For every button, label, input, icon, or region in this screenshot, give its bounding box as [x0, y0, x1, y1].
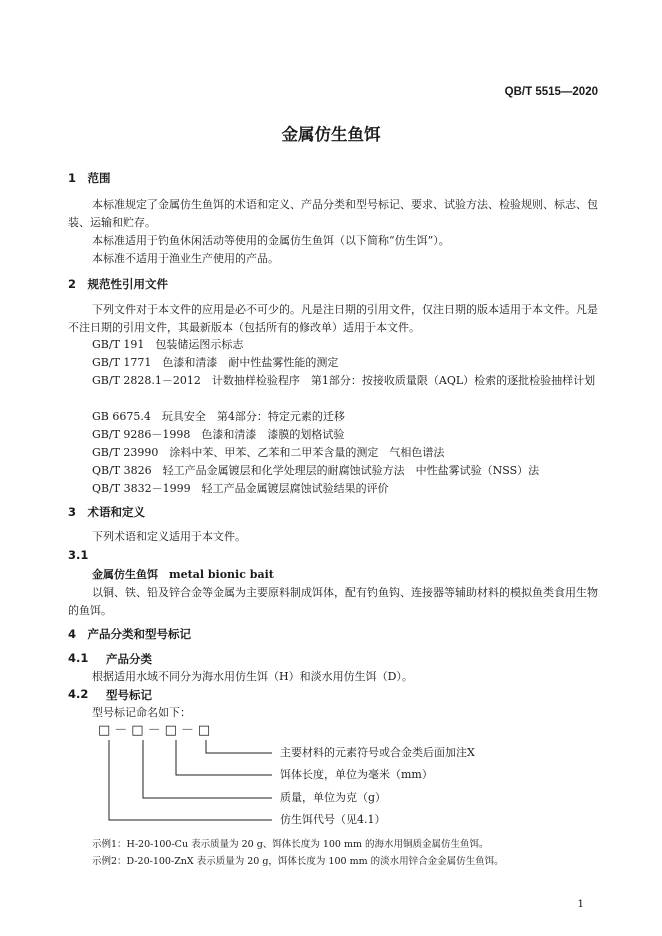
reference-item: GB/T 1771 色漆和清漆 耐中性盐雾性能的测定 [92, 356, 339, 369]
section-3-intro: 下列术语和定义适用于本文件。 [92, 530, 246, 543]
page-number: 1 [577, 898, 584, 910]
clause-4-1-title: 产品分类 [106, 652, 152, 666]
section-1-paragraph-3: 本标准不适用于渔业生产使用的产品。 [92, 252, 279, 265]
diagram-label-material: 主要材料的元素符号或合金类后面加注X [280, 746, 475, 759]
example-2: 示例2：D-20-100-ZnX 表示质量为 20 g，饵体长度为 100 mm 的淡水用锌合金金属仿生鱼饵。 [92, 856, 504, 867]
standard-number: QB/T 5515—2020 [504, 86, 598, 98]
term-definition: 以铜、铁、铅及锌合金等金属为主要原料制成饵体，配有钓鱼钩、连接器等辅助材料的模拟鱼类食用生物的鱼饵。 [68, 586, 598, 617]
section-1-paragraph-1: 本标准规定了金属仿生鱼饵的术语和定义、产品分类和型号标记、要求、试验方法、检验规则、标志、包装、运输和贮存。 [68, 198, 598, 229]
section-1-heading: 1 范围 [68, 171, 111, 185]
clause-4-1-number: 4.1 [68, 651, 89, 665]
section-4-heading: 4 产品分类和型号标记 [68, 627, 192, 641]
clause-4-1-text: 根据适用水域不同分为海水用仿生饵（H）和淡水用仿生饵（D）。 [92, 670, 413, 683]
model-code: □－□－□－□ [98, 723, 215, 738]
clause-3-1-number: 3.1 [68, 548, 89, 562]
term-metal-bionic-bait: 金属仿生鱼饵 metal bionic bait [92, 568, 274, 581]
clause-4-2-intro: 型号标记命名如下： [92, 706, 191, 719]
diagram-label-code: 仿生饵代号（见4.1） [280, 813, 386, 826]
reference-item: GB/T 23990 涂料中苯、甲苯、乙苯和二甲苯含量的测定 气相色谱法 [92, 446, 445, 459]
clause-4-2-number: 4.2 [68, 687, 89, 701]
section-1-paragraph-2: 本标准适用于钓鱼休闲活动等使用的金属仿生鱼饵（以下简称“仿生饵”）。 [92, 234, 450, 247]
leader-line-mass [143, 740, 272, 798]
reference-item: GB 6675.4 玩具安全 第4部分：特定元素的迁移 [92, 410, 345, 423]
reference-item: GB/T 191 包装储运图示标志 [92, 338, 244, 351]
diagram-label-mass: 质量，单位为克（g） [280, 791, 387, 804]
section-3-heading: 3 术语和定义 [68, 505, 146, 519]
clause-4-2-title: 型号标记 [106, 688, 152, 702]
reference-item: QB/T 3832－1999 轻工产品金属镀层腐蚀试验结果的评价 [92, 482, 389, 495]
section-2-intro: 下列文件对于本文件的应用是必不可少的。凡是注日期的引用文件，仅注日期的版本适用于本文件。凡是不注日期的引用文件，其最新版本（包括所有的修改单）适用于本文件。 [68, 303, 598, 334]
section-2-heading: 2 规范性引用文件 [68, 277, 169, 291]
reference-item: GB/T 2828.1－2012 计数抽样检验程序 第1部分：按接收质量限（AQL）检索的逐批检验抽样计划 [92, 374, 596, 387]
leader-line-material [206, 740, 272, 753]
reference-item: QB/T 3826 轻工产品金属镀层和化学处理层的耐腐蚀试验方法 中性盐雾试验（NSS）法 [92, 464, 540, 477]
leader-line-code [109, 740, 272, 820]
leader-line-length [176, 740, 272, 775]
example-1: 示例1：H-20-100-Cu 表示质量为 20 g、饵体长度为 100 mm 的海水用铜质金属仿生鱼饵。 [92, 839, 489, 850]
document-title: 金属仿生鱼饵 [281, 125, 381, 144]
reference-item: GB/T 9286－1998 色漆和清漆 漆膜的划格试验 [92, 428, 345, 441]
diagram-label-length: 饵体长度，单位为毫米（mm） [280, 768, 433, 781]
